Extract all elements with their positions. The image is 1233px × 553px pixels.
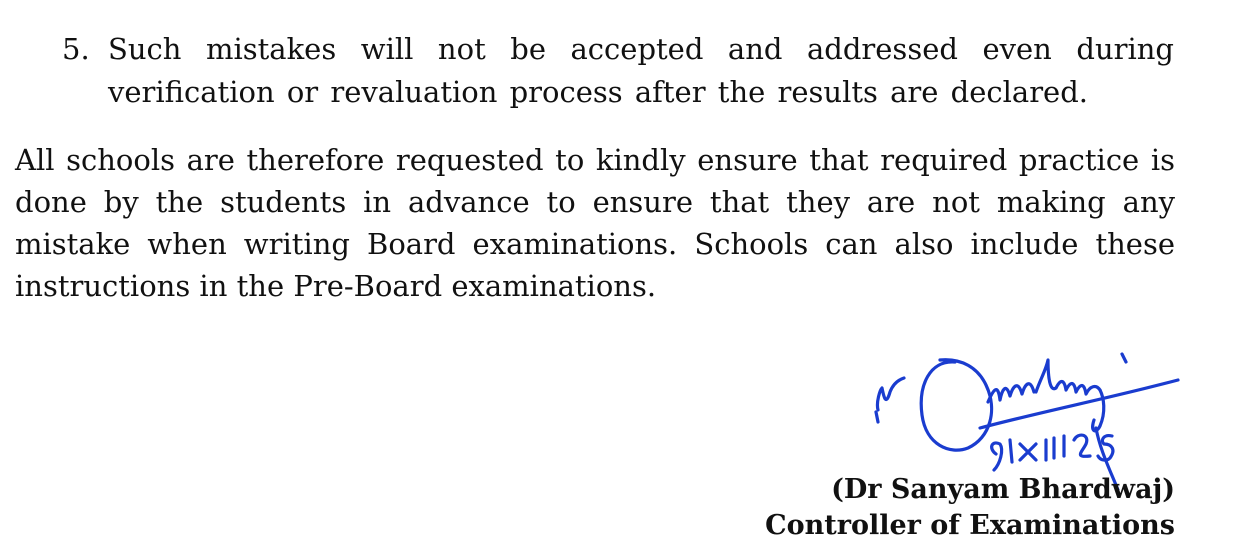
list-item (62, 28, 1174, 114)
signatory-block (765, 472, 1175, 544)
handwritten-signature (860, 340, 1190, 490)
list-item-number: 5. (62, 32, 90, 66)
signatory-name: (Dr Sanyam Bhardwaj) (831, 474, 1175, 505)
list-item-text: Such mistakes will not be accepted and addressed even during verification or revaluation process after the results are declared. (108, 32, 1174, 109)
instruction-paragraph: All schools are therefore requested to kindly ensure that required practice is done by the students in advance to ensure that they are not making any mistake when writing Board examinations. Schools can also include these instructions in the Pre-Board examinations. (15, 143, 1175, 303)
signatory-designation: Controller of Examinations (765, 510, 1175, 541)
